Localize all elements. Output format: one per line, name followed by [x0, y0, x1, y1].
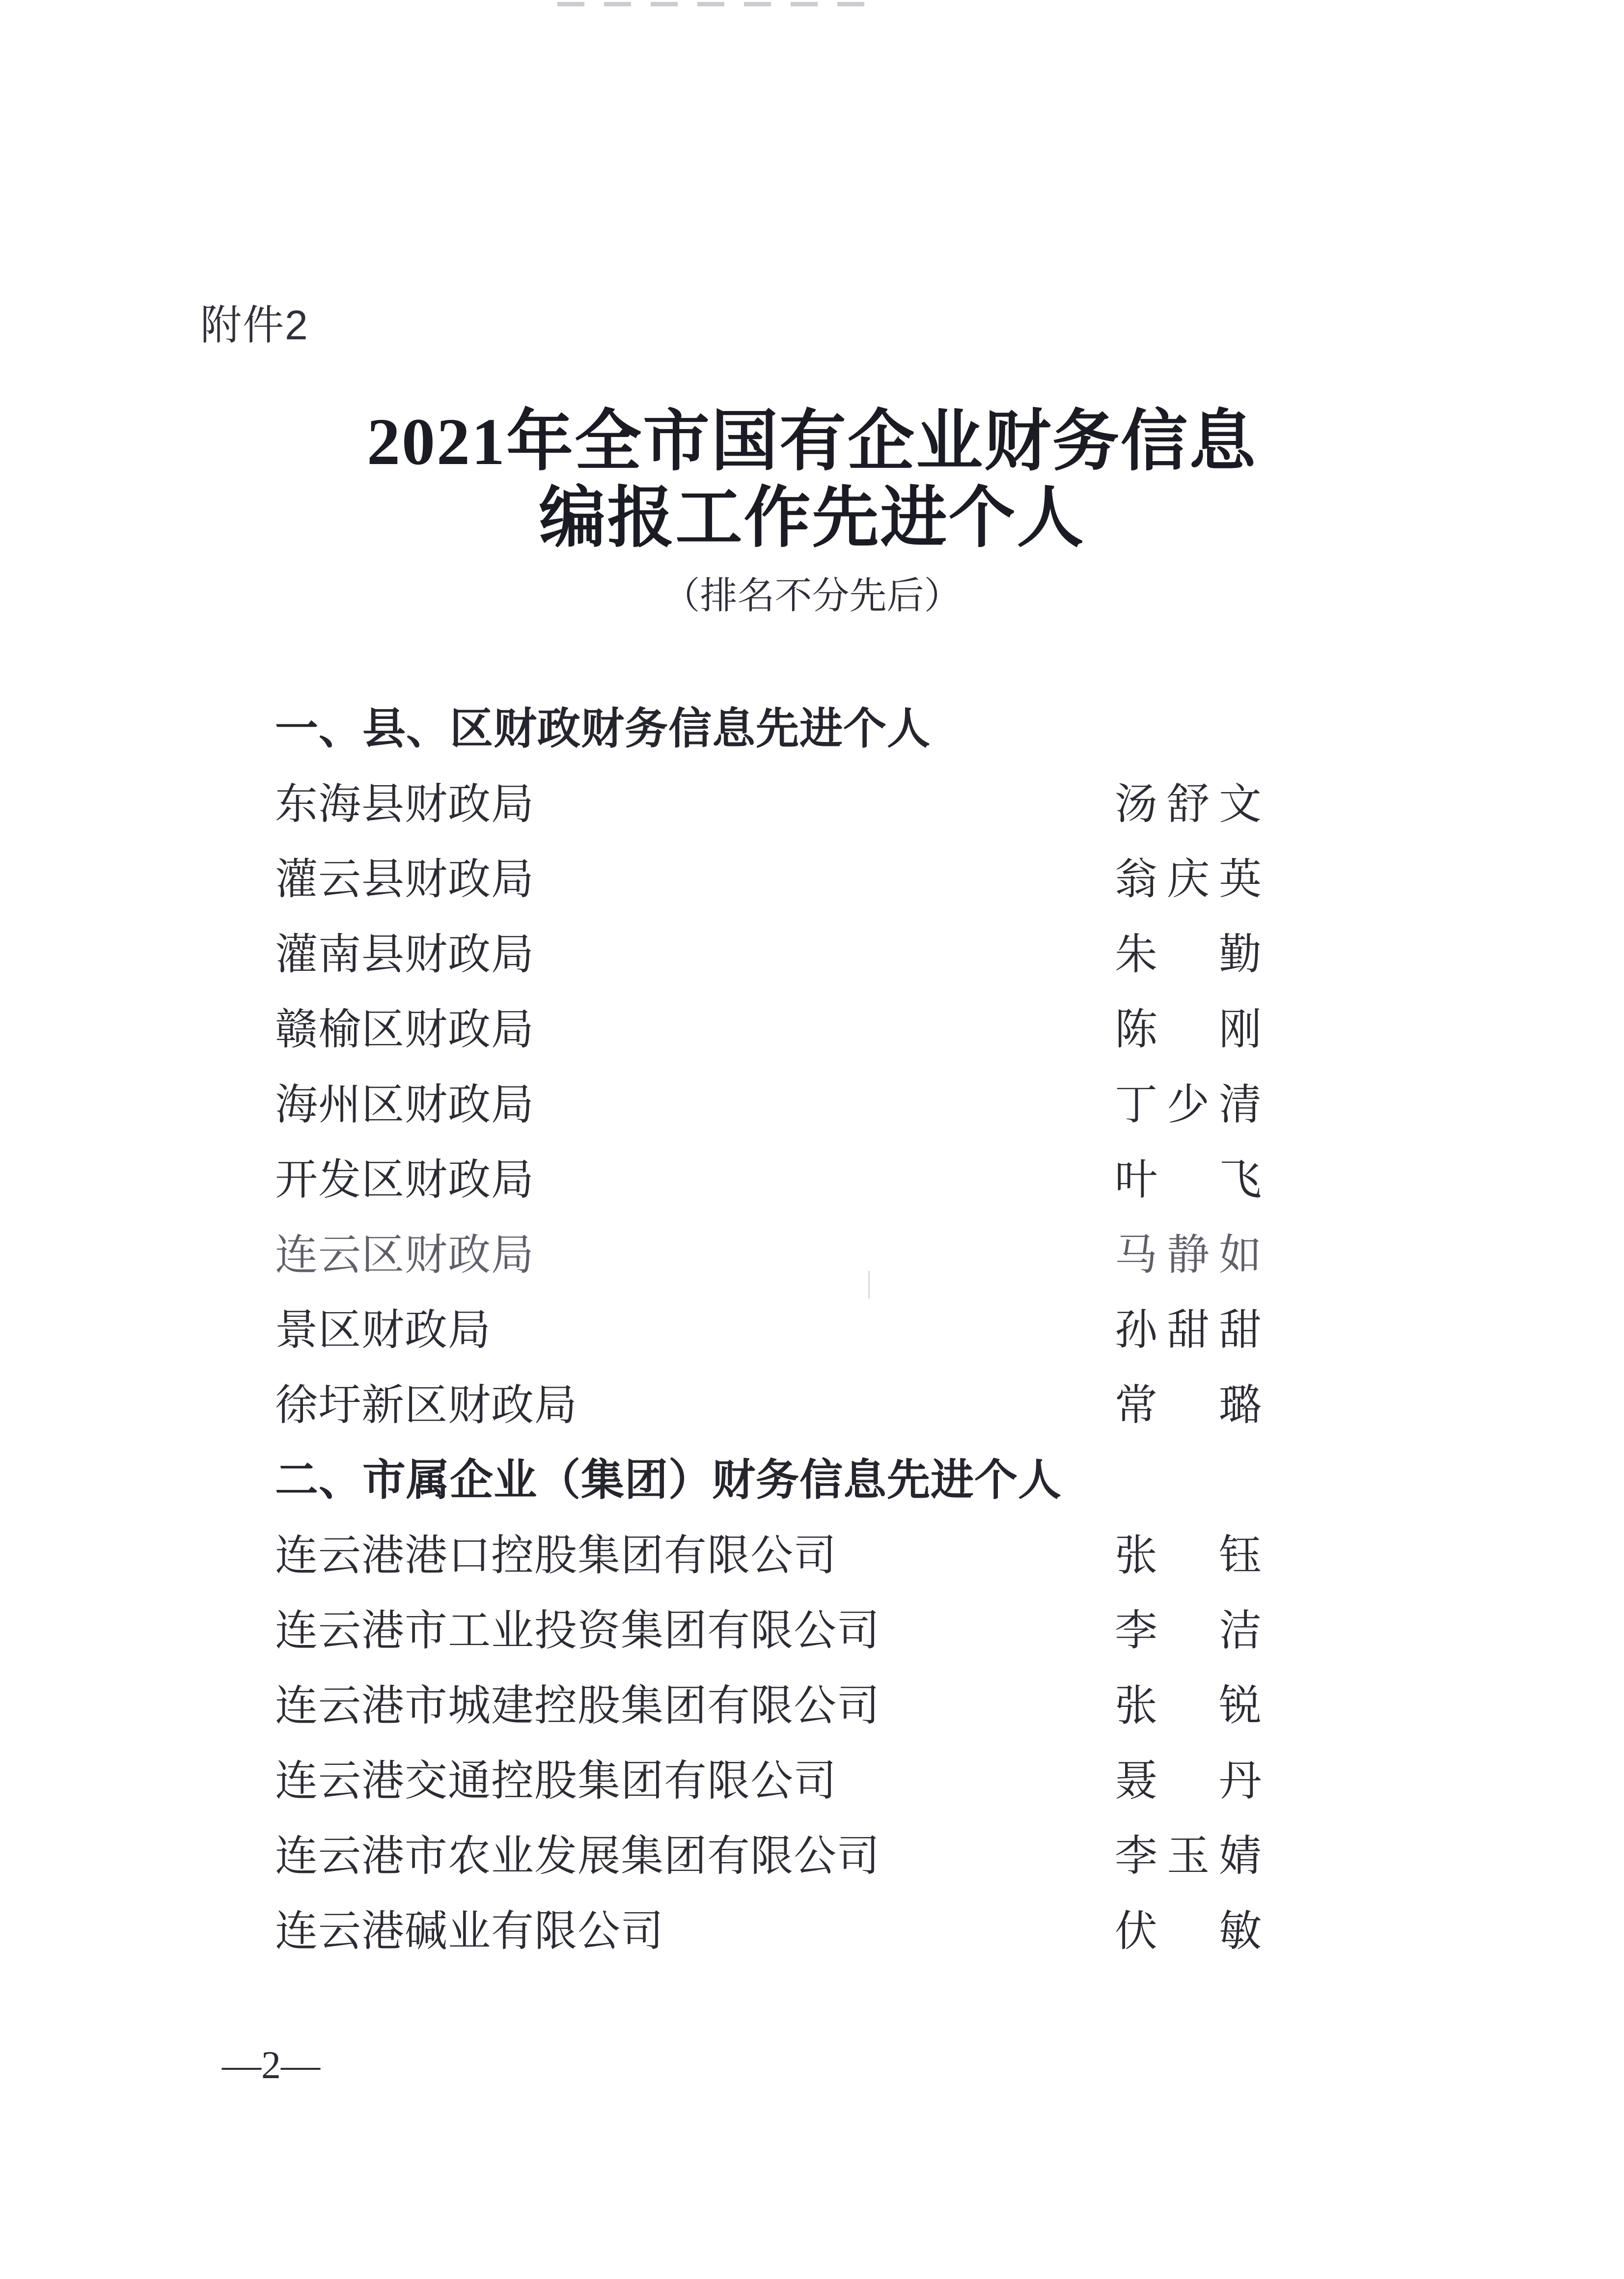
organization-name: 连云港交通控股集团有限公司 — [275, 1757, 837, 1805]
person-name: 叶飞 — [1115, 1156, 1262, 1204]
person-name: 聂丹 — [1115, 1757, 1262, 1805]
award-row — [275, 763, 1262, 838]
person-name: 张锐 — [1115, 1682, 1262, 1730]
award-row — [275, 1213, 1262, 1289]
person-name: 丁少清 — [1115, 1081, 1262, 1128]
document-title-line1: 2021年全市国有企业财务信息 — [367, 405, 1257, 479]
organization-name: 赣榆区财政局 — [275, 1006, 534, 1053]
award-row — [275, 988, 1262, 1063]
person-name: 李玉婧 — [1115, 1832, 1262, 1880]
person-name: 张钰 — [1115, 1532, 1262, 1579]
person-name: 马静如 — [1115, 1231, 1262, 1279]
scan-artifact-top — [557, 2, 877, 6]
person-name: 常璐 — [1115, 1381, 1262, 1429]
organization-name: 连云港市农业发展集团有限公司 — [275, 1832, 880, 1880]
award-row — [275, 838, 1262, 913]
award-row — [275, 1739, 1262, 1814]
organization-name: 开发区财政局 — [275, 1156, 534, 1204]
organization-name: 灌云县财政局 — [275, 855, 534, 903]
person-name: 孙甜甜 — [1115, 1306, 1262, 1354]
document-subtitle: （排名不分先后） — [662, 576, 962, 617]
award-row — [275, 1664, 1262, 1739]
document-title — [0, 404, 1624, 557]
page-number: —2— — [222, 2044, 320, 2087]
award-row — [275, 1138, 1262, 1213]
organization-name: 徐圩新区财政局 — [275, 1381, 578, 1429]
organization-name: 东海县财政局 — [275, 780, 534, 828]
person-name: 伏敏 — [1115, 1907, 1262, 1955]
organization-name: 连云区财政局 — [275, 1231, 534, 1279]
award-row — [275, 913, 1262, 988]
person-name: 翁庆英 — [1115, 855, 1262, 903]
award-row — [275, 1364, 1262, 1439]
award-row — [275, 1814, 1262, 1890]
organization-name: 连云港港口控股集团有限公司 — [275, 1532, 837, 1579]
section-1-heading: 一、县、区财政财务信息先进个人 — [275, 704, 931, 753]
award-row — [275, 1063, 1262, 1138]
award-row — [275, 1890, 1262, 1965]
organization-name: 连云港市城建控股集团有限公司 — [275, 1682, 880, 1730]
organization-name: 灌南县财政局 — [275, 931, 534, 978]
attachment-label: 附件2 — [200, 302, 309, 348]
person-name: 李洁 — [1115, 1607, 1262, 1654]
award-row — [275, 1589, 1262, 1664]
person-name: 陈刚 — [1115, 1006, 1262, 1053]
person-name: 汤舒文 — [1115, 780, 1262, 828]
award-list — [275, 687, 1262, 1965]
award-row — [275, 1289, 1262, 1364]
organization-name: 连云港碱业有限公司 — [275, 1907, 664, 1955]
award-row — [275, 1514, 1262, 1589]
section-2-heading: 二、市属企业（集团）财务信息先进个人 — [275, 1455, 1062, 1504]
organization-name: 连云港市工业投资集团有限公司 — [275, 1607, 880, 1654]
person-name: 朱勤 — [1115, 931, 1262, 978]
document-title-line2: 编报工作先进个人 — [539, 482, 1085, 555]
organization-name: 景区财政局 — [275, 1306, 491, 1354]
organization-name: 海州区财政局 — [275, 1081, 534, 1128]
